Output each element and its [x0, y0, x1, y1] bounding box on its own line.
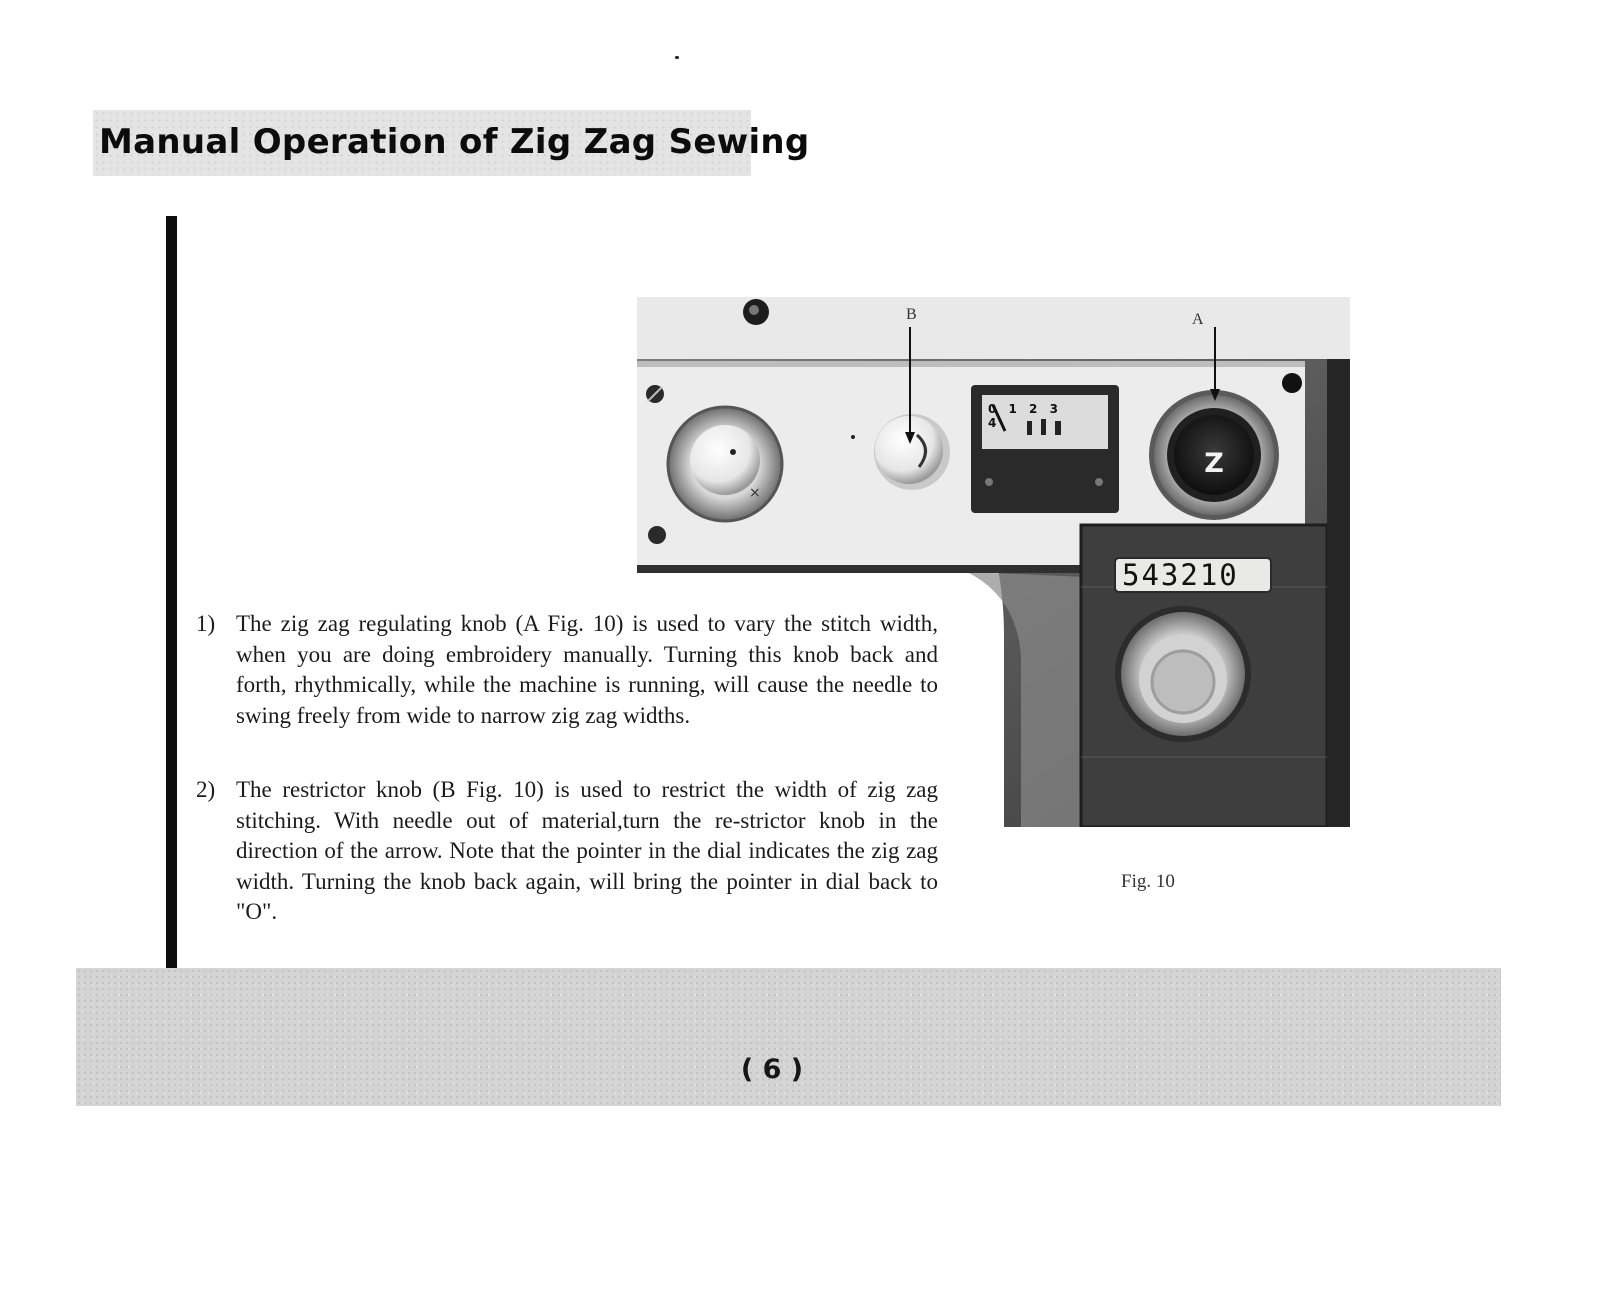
instruction-item-2 [196, 775, 938, 928]
margin-rule [166, 216, 177, 968]
dial-scale: 0 1 2 3 4 [988, 402, 1062, 430]
item-text: The restrictor knob (B Fig. 10) is used to restrict the width of zig zag stitching. With needle out of material,turn the re-strictor knob in the direction of the arrow. Note that the pointer in the dial indicates the zig zag width. Turning the knob back again, will bring the pointer in dial back to "O". [236, 777, 938, 924]
label-a: A [1192, 311, 1204, 328]
footer-band [76, 968, 1501, 1106]
svg-text:×: × [749, 485, 761, 501]
page-number: ( 6 ) [740, 1054, 804, 1085]
item-text: The zig zag regulating knob (A Fig. 10) is used to vary the stitch width, when you are doing embroidery manually. Turning this knob back and forth, rhythmically, while the machine is running, will cause the needle to swing freely from wide to narrow zig zag widths. [236, 611, 938, 728]
zigzag-knob-letter: Z [1204, 448, 1224, 479]
page-title: Manual Operation of Zig Zag Sewing [99, 122, 810, 162]
stitch-counter: 543210 [1114, 557, 1272, 593]
figure-caption: Fig. 10 [1121, 871, 1175, 892]
item-number: 1) [196, 611, 216, 636]
print-speck [675, 56, 679, 59]
instruction-item-1 [196, 609, 938, 731]
item-number: 2) [196, 777, 216, 802]
label-b: B [906, 306, 917, 323]
